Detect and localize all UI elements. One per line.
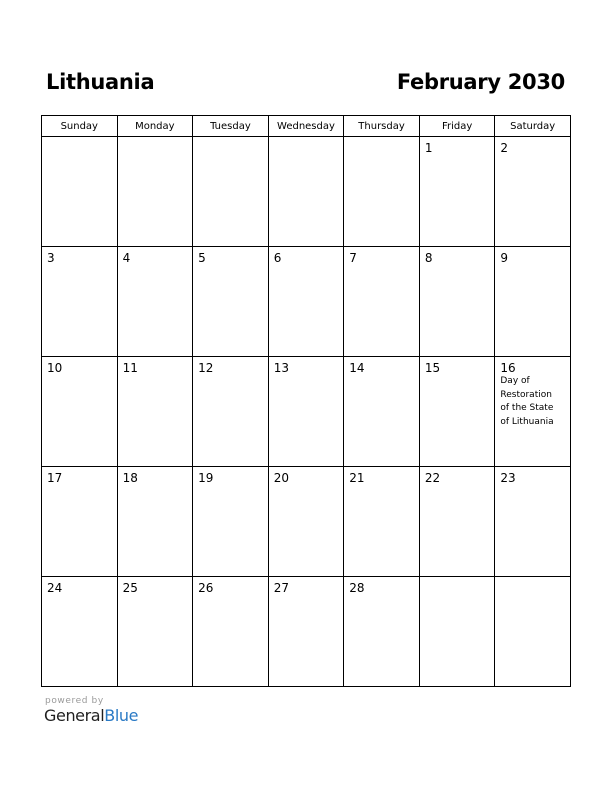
- day-cell: [344, 467, 420, 577]
- day-cell: [344, 577, 420, 687]
- day-cell: [344, 247, 420, 357]
- day-number: 12: [198, 361, 214, 375]
- day-number: 2: [500, 141, 509, 155]
- generalblue-logo[interactable]: [44, 706, 138, 725]
- day-cell: [419, 357, 495, 467]
- weekday-friday: Friday: [419, 116, 495, 137]
- day-cell: [193, 467, 269, 577]
- day-cell: [42, 247, 118, 357]
- day-cell: [117, 357, 193, 467]
- day-number: 18: [122, 471, 138, 485]
- day-number: 27: [273, 581, 289, 595]
- day-cell: [495, 467, 571, 577]
- day-number: 14: [349, 361, 365, 375]
- day-number: 15: [424, 361, 441, 375]
- day-cell: [495, 247, 571, 357]
- day-cell: [42, 357, 118, 467]
- day-cell: [268, 357, 344, 467]
- day-number: 13: [273, 361, 289, 375]
- day-number: 19: [198, 471, 214, 485]
- day-cell: [495, 137, 571, 247]
- day-number: 24: [47, 581, 63, 595]
- day-number: 26: [198, 581, 214, 595]
- day-cell: [193, 247, 269, 357]
- day-cell: [193, 357, 269, 467]
- weekday-wednesday: Wednesday: [268, 116, 344, 137]
- day-number: 9: [500, 251, 509, 265]
- holiday-label-line: Restoration: [500, 389, 552, 400]
- day-number: 23: [500, 471, 516, 485]
- day-cell: [117, 247, 193, 357]
- day-number: 3: [47, 251, 55, 265]
- month-year-title: February 2030: [396, 70, 565, 94]
- day-number: 10: [47, 361, 63, 375]
- holiday-label-line: Day of: [500, 376, 530, 386]
- day-cell: [268, 577, 344, 687]
- day-number: 22: [424, 471, 441, 485]
- day-number: 8: [424, 251, 433, 265]
- day-cell: [268, 467, 344, 577]
- day-cell: [42, 467, 118, 577]
- weekday-monday: Monday: [117, 116, 193, 137]
- day-number: [47, 139, 113, 141]
- day-number: 16: [500, 361, 516, 375]
- day-cell: [268, 247, 344, 357]
- day-cell: [419, 577, 495, 687]
- day-cell-holiday: [495, 357, 571, 467]
- brand-name-part1: General: [44, 706, 105, 725]
- week-row: [42, 467, 571, 577]
- day-cell: [193, 577, 269, 687]
- day-number: 21: [349, 471, 365, 485]
- day-number: 7: [349, 251, 357, 265]
- day-cell: [268, 137, 344, 247]
- day-cell: [344, 137, 420, 247]
- calendar-grid: [41, 115, 571, 687]
- day-number: 6: [273, 251, 282, 265]
- day-cell: [344, 357, 420, 467]
- day-number: 17: [47, 471, 63, 485]
- weekday-tuesday: Tuesday: [193, 116, 269, 137]
- day-number: 28: [349, 581, 365, 595]
- week-row: [42, 577, 571, 687]
- day-cell: [495, 577, 571, 687]
- weekday-sunday: Sunday: [42, 116, 118, 137]
- day-cell: [117, 467, 193, 577]
- week-row: [42, 137, 571, 247]
- week-row: [42, 247, 571, 357]
- weekday-thursday: Thursday: [344, 116, 420, 137]
- day-number: [349, 139, 415, 141]
- day-number: 20: [273, 471, 289, 485]
- powered-by-label: powered by: [45, 696, 104, 706]
- day-cell: [117, 137, 193, 247]
- day-number: 5: [198, 251, 206, 265]
- day-cell: [193, 137, 269, 247]
- week-row: [42, 357, 571, 467]
- day-number: 1: [424, 141, 433, 155]
- day-number: [500, 579, 566, 581]
- day-cell: [42, 137, 118, 247]
- day-number: 25: [122, 581, 138, 595]
- day-number: [274, 139, 340, 141]
- day-cell: [419, 137, 495, 247]
- weekday-saturday: Saturday: [495, 116, 571, 137]
- day-cell: [42, 577, 118, 687]
- day-number: [198, 139, 264, 141]
- footer-branding: [44, 696, 138, 725]
- holiday-label-line: of Lithuania: [500, 416, 554, 427]
- day-number: 11: [122, 361, 138, 375]
- day-number: [425, 579, 491, 581]
- day-number: [123, 139, 189, 141]
- holiday-label-line: of the State: [500, 403, 554, 413]
- day-cell: [419, 247, 495, 357]
- day-cell: [117, 577, 193, 687]
- weekday-header-row: [42, 116, 571, 137]
- day-cell: [419, 467, 495, 577]
- country-title: Lithuania: [46, 70, 155, 94]
- day-number: 4: [122, 251, 131, 265]
- brand-name-part2: Blue: [104, 706, 139, 725]
